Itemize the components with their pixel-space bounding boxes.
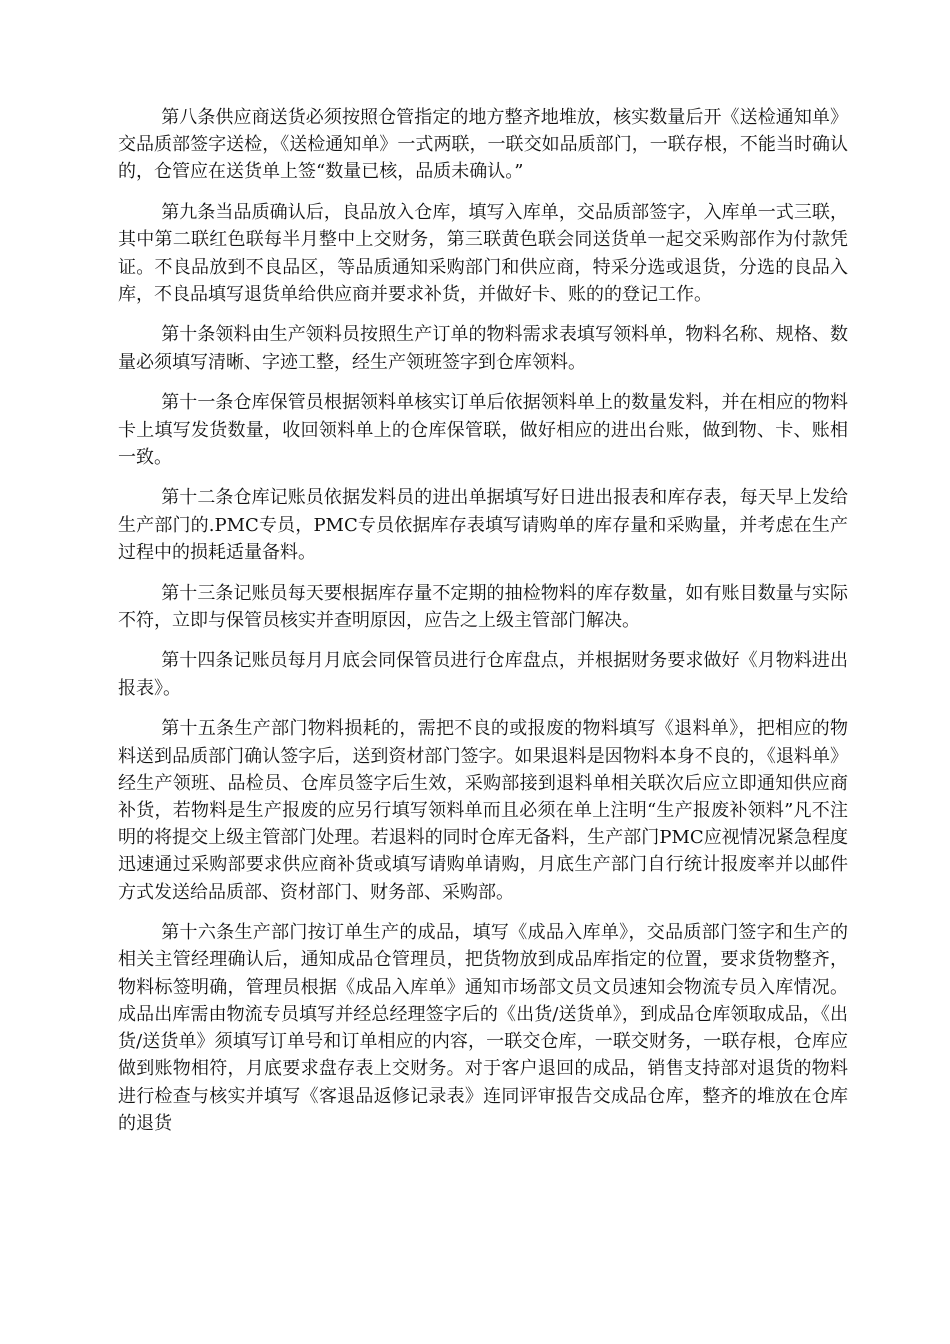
document-body bbox=[118, 104, 848, 1150]
article-13-paragraph: 第十三条记账员每天要根据库存量不定期的抽检物料的库存数量，如有账目数量与实际不符，立即与保管员核实并查明原因，应告之上级主管部门解决。 bbox=[118, 582, 848, 631]
article-9-paragraph: 第九条当品质确认后，良品放入仓库，填写入库单，交品质部签字，入库单一式三联，其中第二联红色联每半月整中上交财务，第三联黄色联会同送货单一起交采购部作为付款凭证。不良品放到不良品区，等品质通知采购部门和供应商，特采分选或退货，分选的良品入库，不良品填写退货单给供应商并要求补货，并做好卡、账的的登记工作。 bbox=[118, 202, 848, 305]
article-10-paragraph: 第十条领料由生产领料员按照生产订单的物料需求表填写领料单，物料名称、规格、数量必须填写清晰、字迹工整，经生产领班签字到仓库领料。 bbox=[118, 324, 848, 373]
article-15-paragraph: 第十五条生产部门物料损耗的，需把不良的或报废的物料填写《退料单》，把相应的物料送到品质部门确认签字后，送到资材部门签字。如果退料是因物料本身不良的，《退料单》经生产领班、品检员、仓库员签字后生效，采购部接到退料单相关联次后应立即通知供应商补货，若物料是生产报废的应另行填写领料单而且必须在单上注明“生产报废补领料”凡不注明的将提交上级主管部门处理。若退料的同时仓库无备料，生产部门PMC应视情况紧急程度迅速通过采购部要求供应商补货或填写请购单请购，月底生产部门自行统计报废率并以邮件方式发送给品质部、资材部门、财务部、采购部。 bbox=[118, 718, 848, 903]
article-11-paragraph: 第十一条仓库保管员根据领料单核实订单后依据领料单上的数量发料，并在相应的物料卡上填写发货数量，收回领料单上的仓库保管联，做好相应的进出台账，做到物、卡、账相一致。 bbox=[118, 392, 848, 468]
article-12-paragraph: 第十二条仓库记账员依据发料员的进出单据填写好日进出报表和库存表，每天早上发给生产部门的.PMC专员，PMC专员依据库存表填写请购单的库存量和采购量，并考虑在生产过程中的损耗适量备料。 bbox=[118, 487, 848, 563]
article-8-paragraph: 第八条供应商送货必须按照仓管指定的地方整齐地堆放，核实数量后开《送检通知单》交品质部签字送检，《送检通知单》一式两联，一联交如品质部门，一联存根，不能当时确认的，仓管应在送货单上签“数量已核，品质未确认。” bbox=[118, 107, 848, 183]
article-14-paragraph: 第十四条记账员每月月底会同保管员进行仓库盘点，并根据财务要求做好《月物料进出报表》。 bbox=[118, 650, 848, 699]
article-16-paragraph: 第十六条生产部门按订单生产的成品，填写《成品入库单》，交品质部门签字和生产的相关主管经理确认后，通知成品仓管理员，把货物放到成品库指定的位置，要求货物整齐，物料标签明确，管理员根据《成品入库单》通知市场部文员文员速知会物流专员入库情况。成品出库需由物流专员填写并经总经理签字后的《出货/送货单》，到成品仓库领取成品，《出货/送货单》须填写订单号和订单相应的内容，一联交仓库，一联交财务，一联存根，仓库应做到账物相符，月底要求盘存表上交财务。对于客户退回的成品，销售支持部对退货的物料进行检查与核实并填写《客退品返修记录表》连同评审报告交成品仓库，整齐的堆放在仓库的退货 bbox=[118, 922, 848, 1134]
